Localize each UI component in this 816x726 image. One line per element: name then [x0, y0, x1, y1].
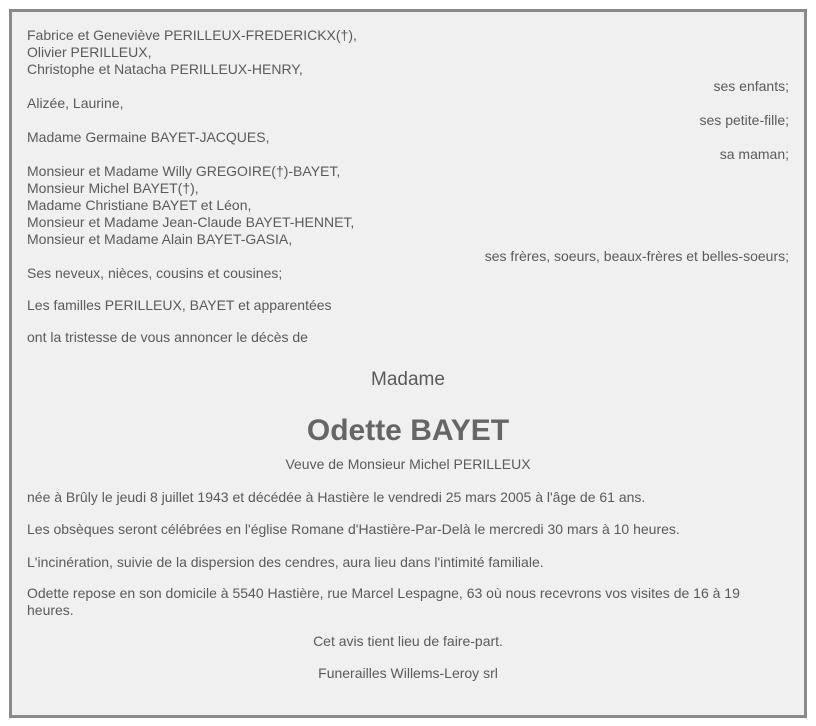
siblings-role: ses frères, soeurs, beaux-frères et belles-soeurs; [484, 248, 789, 264]
mother-role: sa maman; [719, 146, 789, 162]
obituary-frame [9, 9, 807, 718]
grandchildren-role: ses petite-fille; [699, 112, 789, 128]
child-line: Fabrice et Geneviève PERILLEUX-FREDERICKX(†), [27, 27, 357, 43]
sibling-line: Monsieur et Madame Alain BAYET-GASIA, [27, 231, 293, 247]
mother-line: Madame Germaine BAYET-JACQUES, [27, 129, 270, 145]
funeral-line: Les obsèques seront célébrées en l'église Romane d'Hastière-Par-Delà le mercredi 30 mars à 10 heures. [27, 521, 680, 537]
relatives-line: Ses neveux, nièces, cousins et cousines; [27, 265, 283, 281]
families-line: Les familles PERILLEUX, BAYET et apparentées [27, 297, 332, 313]
deceased-name: Odette BAYET [306, 414, 510, 447]
cremation-line: L'incinération, suivie de la dispersion des cendres, aura lieu dans l'intimité familiale. [27, 554, 544, 570]
sibling-line: Monsieur et Madame Willy GREGOIRE(†)-BAYET, [27, 163, 341, 179]
sibling-line: Monsieur et Madame Jean-Claude BAYET-HENNET, [27, 214, 355, 230]
deceased-status: Veuve de Monsieur Michel PERILLEUX [285, 456, 531, 472]
announcement-line: ont la tristesse de vous annoncer le décès de [27, 329, 308, 345]
children-role: ses enfants; [713, 78, 789, 94]
birth-death-line: née à Brûly le jeudi 8 juillet 1943 et décédée à Hastière le vendredi 25 mars 2005 à l'âge de 61 ans. [27, 489, 646, 505]
deceased-title: Madame [371, 369, 445, 390]
sibling-line: Madame Christiane BAYET et Léon, [27, 197, 252, 213]
notice-line: Cet avis tient lieu de faire-part. [313, 633, 503, 649]
grandchildren-line: Alizée, Laurine, [27, 95, 124, 111]
child-line: Christophe et Natacha PERILLEUX-HENRY, [27, 61, 303, 77]
obituary-content [27, 27, 789, 682]
funeral-home: Funerailles Willems-Leroy srl [318, 665, 498, 681]
visits-paragraph: Odette repose en son domicile à 5540 Hastière, rue Marcel Lespagne, 63 où nous recevrons vos visites de 16 à 19 heures. [27, 585, 740, 618]
sibling-line: Monsieur Michel BAYET(†), [27, 180, 199, 196]
child-line: Olivier PERILLEUX, [27, 44, 152, 60]
